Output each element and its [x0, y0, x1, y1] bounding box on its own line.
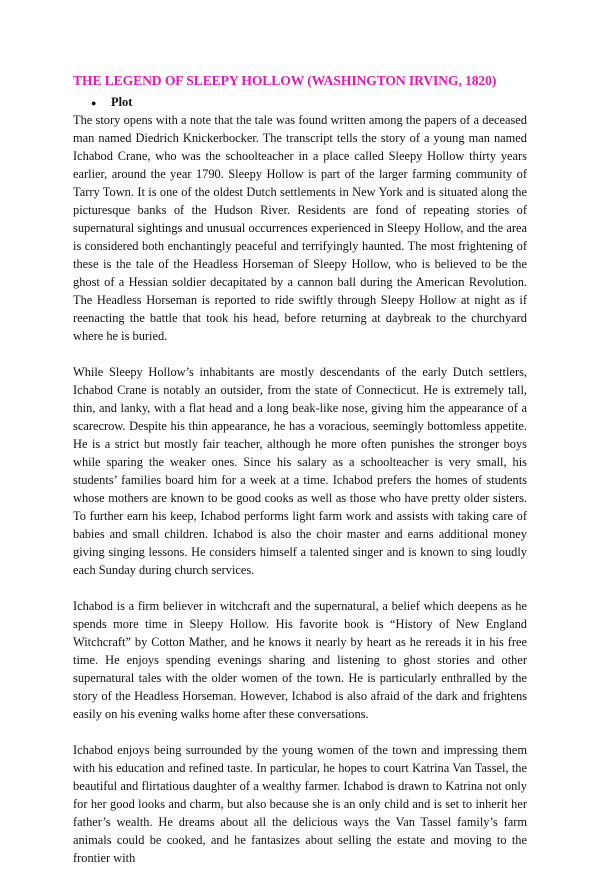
paragraph-3: Ichabod is a firm believer in witchcraft and the supernatural, a belief which deepens as he spends more time in Sleepy Hollow. His favorite book is “History of New England Witchcraft” by Cotton Mather, and he knows it nearly by heart as he rereads it in his free time. He enjoys spending evenings sharing and listening to ghost stories and other supernatural tales with the older women of the town. He is particularly enthralled by the story of the Headless Horseman. However, Ichabod is also afraid of the dark and frightens easily on his evening walks home after these conversations.: [73, 599, 527, 721]
section-label: Plot: [111, 95, 133, 109]
bullet-icon: ●: [91, 98, 97, 108]
paragraph-1: The story opens with a note that the tale was found written among the papers of a deceased man named Diedrich Knickerbocker. The transcript tells the story of a young man named Ichabod Crane, who was the schoolteacher in a place called Sleepy Hollow thirty years earlier, around the year 1790. Sleepy Hollow is part of the larger farming community of Tarry Town. It is one of the oldest Dutch settlements in New York and is situated along the picturesque banks of the Hudson River. Residents are fond of repeating stories of supernatural sightings and unusual occurrences experienced in Sleepy Hollow, and the area is considered both enchantingly peaceful and terrifyingly haunted. The most frightening of these is the tale of the Headless Horseman of Sleepy Hollow, who is believed to be the ghost of a Hessian soldier decapitated by a cannon ball during the American Revolution. The Headless Horseman is reported to ride swiftly through Sleepy Hollow at night as if reenacting the battle that took his head, before returning at daybreak to the churchyard where he is buried.: [73, 113, 527, 343]
section-heading: [73, 93, 527, 111]
paragraph-4: Ichabod enjoys being surrounded by the young women of the town and impressing them with his education and refined taste. In particular, he hopes to court Katrina Van Tassel, the beautiful and flirtatious daughter of a wealthy farmer. Ichabod is drawn to Katrina not only for her good looks and charm, but also because she is an only child and is set to inherit her father’s wealth. He dreams about all the delicious ways the Van Tassel family’s farm animals could be cooked, and he fantasizes about selling the estate and moving to the frontier with: [73, 743, 527, 865]
paragraph-2: While Sleepy Hollow’s inhabitants are mostly descendants of the early Dutch settlers, Ichabod Crane is notably an outsider, from the state of Connecticut. He is extremely tall, thin, and lanky, with a flat head and a long beak-like nose, giving him the appearance of a scarecrow. Despite his thin appearance, he has a voracious, seemingly bottomless appetite. He is a strict but mostly fair teacher, although he more often punishes the stronger boys while sparing the weaker ones. Since his salary as a schoolteacher is very small, his students’ families board him for a week at a time. Ichabod prefers the homes of students whose mothers are known to be good cooks as well as those who have pretty older sisters. To further earn his keep, Ichabod performs light farm work and assists with taking care of babies and small children. Ichabod is also the choir master and earns additional money giving singing lessons. He considers himself a talented singer and is known to sing loudly each Sunday during church services.: [73, 365, 527, 577]
document-body: [73, 72, 527, 885]
document-title: THE LEGEND OF SLEEPY HOLLOW (WASHINGTON IRVING, 1820): [73, 73, 497, 88]
